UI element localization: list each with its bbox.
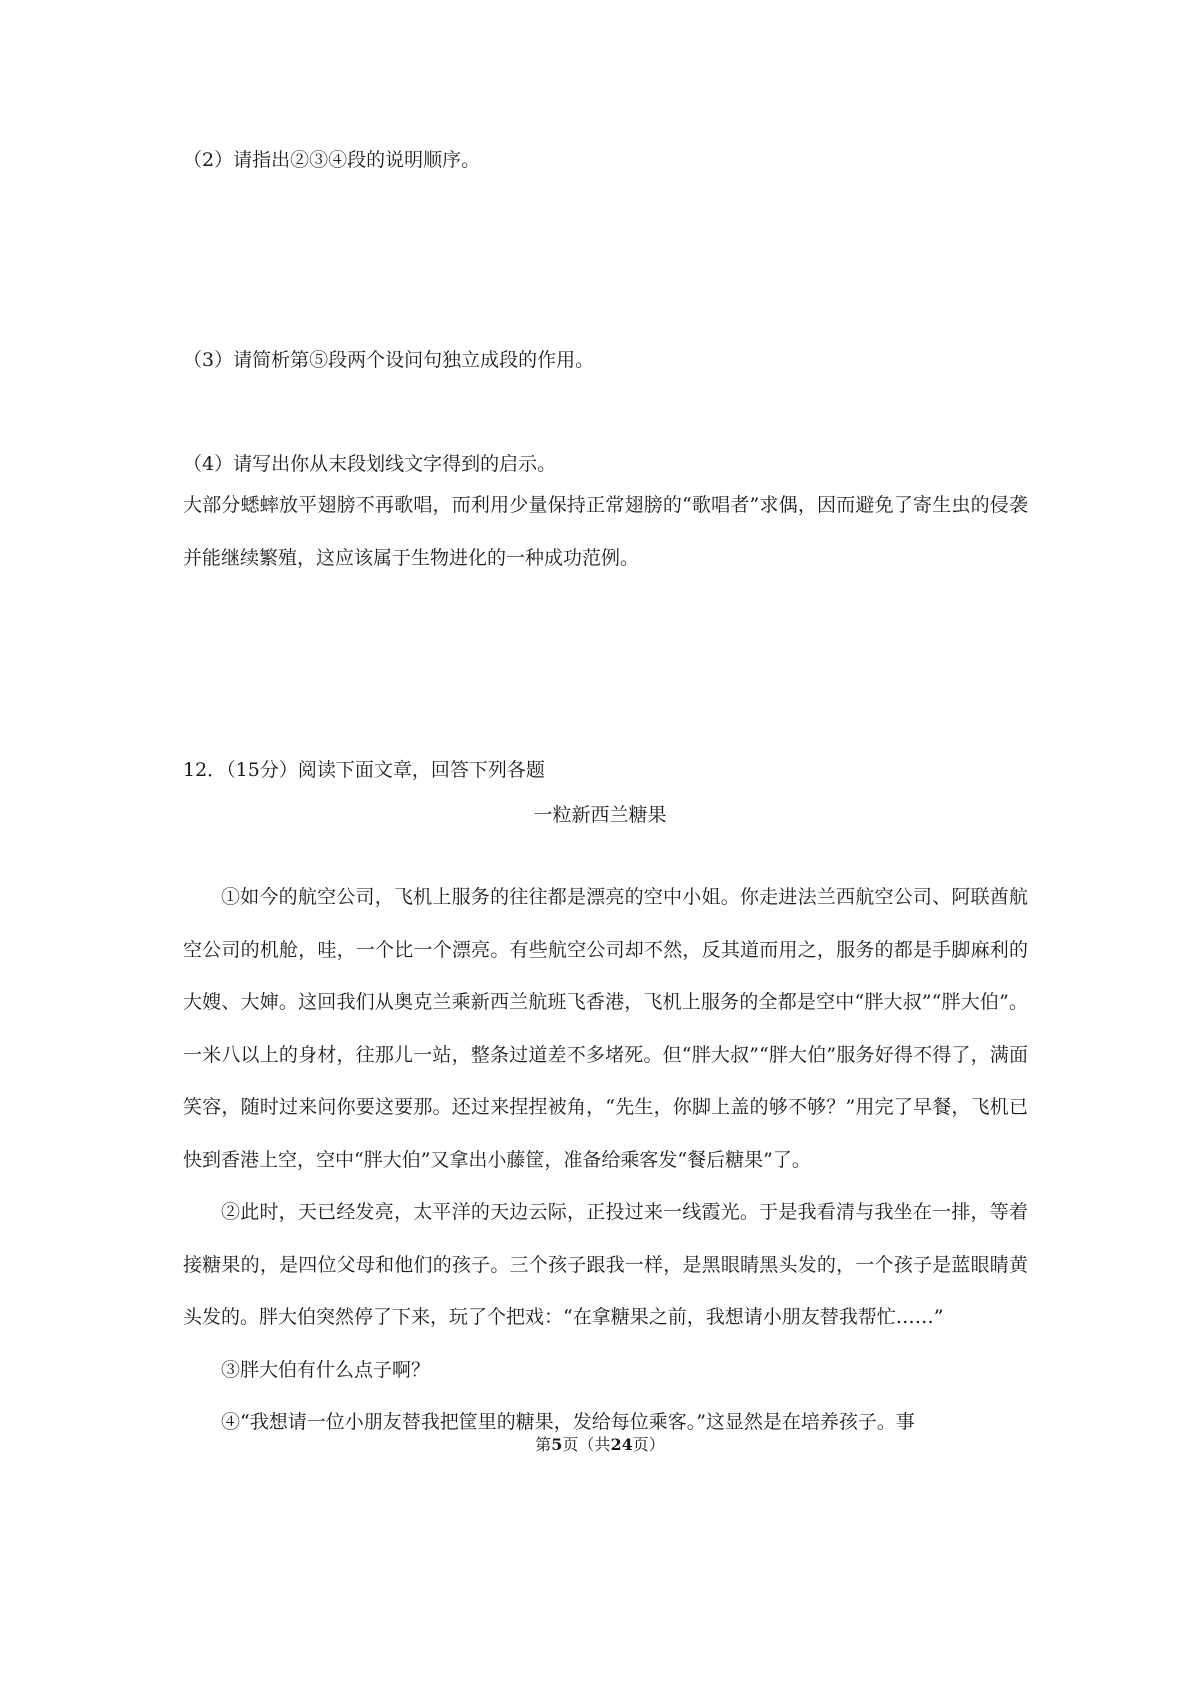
- footer-middle: 页（共: [562, 1435, 611, 1454]
- question-2: （2）请指出②③④段的说明顺序。: [183, 149, 481, 171]
- article-paragraph-2: ②此时，天已经发亮，太平洋的天边云际，正投过来一线霞光。于是我看清与我坐在一排，等着接糖果的，是四位父母和他们的孩子。三个孩子跟我一样，是黑眼睛黑头发的，一个孩子是蓝眼睛黄头发的。胖大伯突然停了下来，玩了个把戏：“在拿糖果之前，我想请小朋友替我帮忙……”: [183, 1201, 1028, 1328]
- question-4: （4）请写出你从末段划线文字得到的启示。: [183, 453, 557, 475]
- footer-prefix: 第: [535, 1435, 552, 1454]
- article-paragraph-4: ④“我想请一位小朋友替我把筐里的糖果，发给每位乘客。”这显然是在培养孩子。事: [221, 1411, 915, 1433]
- article-title: 一粒新西兰糖果: [533, 804, 667, 826]
- footer-page-number: 5: [551, 1435, 563, 1454]
- question-4-passage: 大部分蟋蟀放平翅膀不再歌唱，而利用少量保持正常翅膀的“歌唱者”求偶，因而避免了寄生虫的侵袭并能继续繁殖，这应该属于生物进化的一种成功范例。: [183, 494, 1028, 569]
- article-paragraph-3: ③胖大伯有什么点子啊？: [221, 1359, 431, 1381]
- question-3: （3）请简析第⑤段两个设问句独立成段的作用。: [183, 349, 595, 371]
- page-footer: [0, 1435, 1200, 1455]
- question-12-header: 12．（15分）阅读下面文章，回答下列各题: [183, 759, 545, 781]
- footer-total-pages: 24: [610, 1435, 633, 1454]
- footer-suffix: 页）: [632, 1435, 665, 1454]
- article-paragraph-1: ①如今的航空公司，飞机上服务的往往都是漂亮的空中小姐。你走进法兰西航空公司、阿联酋航空公司的机舱，哇，一个比一个漂亮。有些航空公司却不然，反其道而用之，服务的都是手脚麻利的大嫂、大婶。这回我们从奥克兰乘新西兰航班飞香港，飞机上服务的全都是空中“胖大叔”“胖大伯”。一米八以上的身材，往那儿一站，整条过道差不多堵死。但“胖大叔”“胖大伯”服务好得不得了，满面笑容，随时过来问你要这要那。还过来捏捏被角，“先生，你脚上盖的够不够？”用完了早餐，飞机已快到香港上空，空中“胖大伯”又拿出小藤筐，准备给乘客发“餐后糖果”了。: [183, 886, 1028, 1171]
